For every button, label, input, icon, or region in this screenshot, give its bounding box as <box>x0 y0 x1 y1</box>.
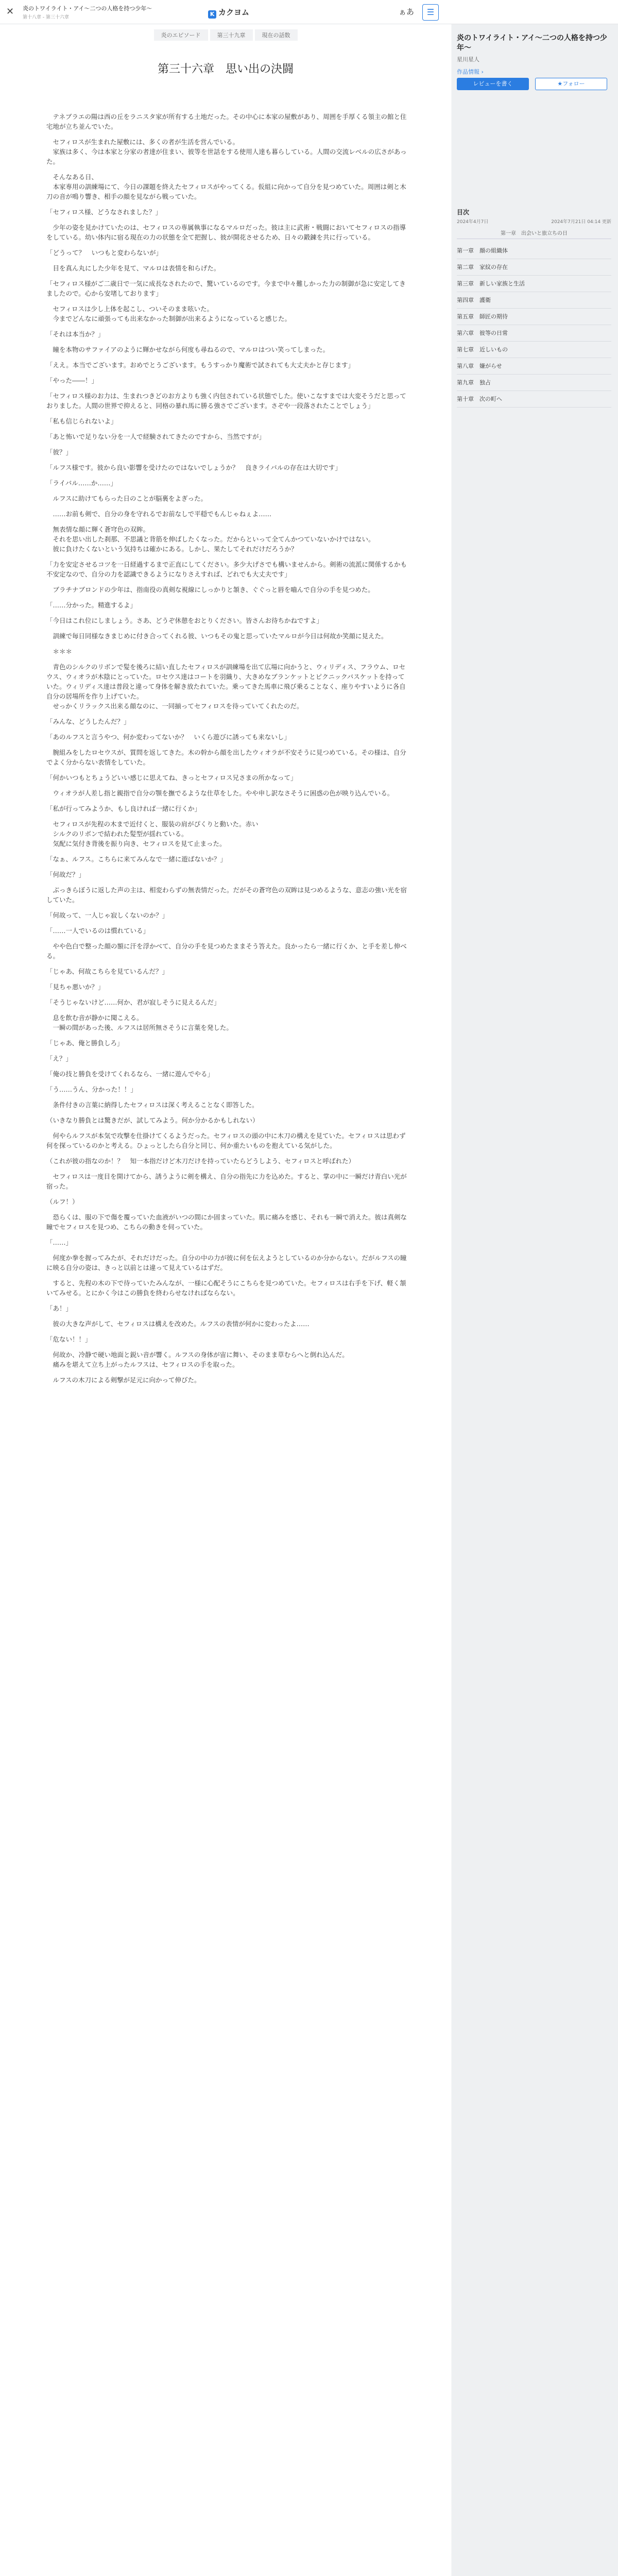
follow-button[interactable]: ★フォロー <box>535 78 607 90</box>
paragraph: 青色のシルクのリボンで髪を後ろに結い直したセフィロスが訓練場を出て広場に向かうと、ウィリディス、フラウム、ロセウス、ウィオラが木陰にとっていた。ロセウス達はコートを羽織り、大きめなブランケットとピクニックバスケットを持っていた。ウィリディス達は普段と違って身体を解き放たれていた。乗ってきた馬車に飛び乗ることなく、座りやすいように各自自分の居場所を作り上げていた。 せっかくリラックス出来る顔なのに、一同揃ってセフィロスを待っていてくれたのだ。 <box>46 663 406 710</box>
paragraph: テネブラエの陽は西の丘をラニスタ家が所有する土地だった。その中心に本家の屋敷があり、周囲を手厚くる領主の館と住宅地が立ち並んでいた。 <box>46 113 407 130</box>
paragraph: 彼の大きな声がして、セフィロスは構えを改めた。ルフスの表情が何かに変わったよ…… <box>46 1320 310 1328</box>
paragraph: やや色白で整った顔の額に汗を浮かべて、自分の手を見つめたままそう答えた。良かったら一緒に行くか、と手を差し伸べる。 <box>46 942 407 960</box>
paragraph: 無表情な顔に輝く蒼穹色の双眸。 それを思い出した刹那、不思議と背筋を伸ばしたくなった。だからといって全てんかつていないかけではない。 彼に負けたくないという気持ちは確かにある。しかし、果たしてそれだけだろうか？ <box>53 526 375 553</box>
paragraph: 「どうって？ いつもと変わらないが」 <box>46 249 163 257</box>
paragraph: セフィロスは少し上体を起こし、ついそのまま呟いた。 今までどんなに頑張っても出来なかった制御が出来るようになっていると感じた。 <box>53 305 291 323</box>
paragraph: 「じゃあ、俺と勝負しろ」 <box>46 1039 124 1047</box>
start-date: 2024年4月7日 <box>457 219 489 225</box>
breadcrumb-item: 現在の話数 <box>255 29 298 41</box>
paragraph: 息を飲む音が静かに聞こえる。 一瞬の間があった後、ルフスは居所無さそうに言葉を発した。 <box>53 1014 233 1031</box>
paragraph: 「……」 <box>46 1239 73 1246</box>
sidebar-work-title[interactable]: 炎のトワイライト・アイ〜二つの人格を持つ少年〜 <box>457 34 607 52</box>
paragraph: 「何故だ？」 <box>46 871 85 878</box>
update-date: 2024年7月21日 04:14 更新 <box>551 219 611 225</box>
paragraph: 何度か拳を握ってみたが、それだけだった。自分の中の力が彼に何を伝えようとしているのか分からない。だがルフスの瞳に映る自分の姿は、きっと以前とは違って見えているはずだ。 <box>46 1254 407 1272</box>
paragraph: ＊＊＊ <box>46 648 73 655</box>
paragraph: 「あのルフスと言うやつ、何か変わってないか？ いくら遊びに誘っても来ないし」 <box>46 733 290 741</box>
paragraph: 「それは本当か？」 <box>46 330 105 338</box>
paragraph: 「セフィロス様がご二歳日で一気に成長なされたので、驚いているのです。今まで中々難しかった力の制御が急に安定してきましたので。心から安堵しております」 <box>46 280 406 297</box>
paragraph: 「やった――！」 <box>46 377 98 384</box>
kakuyomu-logo[interactable] <box>208 7 249 19</box>
toc-item[interactable]: 第一章 顔の組織体 <box>457 243 611 259</box>
reading-area <box>0 24 451 2576</box>
chapter-title: 第三十六章 思い出の決闘 <box>157 63 294 76</box>
paragraph: 「ルフス様です。彼から良い影響を受けたのではないでしょうか？ 良きライバルの存在は大切です」 <box>46 464 341 471</box>
paragraph: 「私が行ってみようか、もし良ければ一緒に行くか」 <box>46 805 201 812</box>
toc-list <box>457 243 611 408</box>
paragraph: 瞳を本物のサファイアのように輝かせながら何度も尋ねるので、マルロはつい笑ってしまった。 <box>46 346 330 353</box>
paragraph: （ルフ！） <box>46 1198 79 1206</box>
paragraph: セフィロスは一度目を開けてから、誘うように剣を構え、自分の指先に力を込めた。すると、掌の中に一瞬だけ青白い光が宿った。 <box>46 1173 407 1190</box>
paragraph: 少年の姿を見かけていたのは、セフィロスの専属執事になるマルロだった。彼は主に武術・戦闘においてセフィロスの指導をしている。幼い体内に宿る現在の力の状態を全て把握し、彼が開花させるため、日々の鍛錬を共に行っている。 <box>46 224 406 241</box>
author-link[interactable]: 作品情報 › <box>457 69 484 75</box>
chapter-body <box>46 112 407 1391</box>
paragraph: 何故か、冷静で硬い地面と鋭い音が響く。ルフスの身体が宙に舞い、そのまま草むらへと倒れ込んだ。 痛みを堪えて立ち上がったルフスは、セフィロスの手を取った。 <box>53 1351 349 1368</box>
paragraph: 「そうじゃないけど……何か、君が寂しそうに見えるんだ」 <box>46 998 220 1006</box>
paragraph: 「見ちゃ悪いか？」 <box>46 983 105 991</box>
paragraph: 「ライバル……か……」 <box>46 479 117 487</box>
paragraph: 「何故って、一人じゃ寂しくないのか？」 <box>46 911 169 919</box>
sidebar <box>452 24 618 2576</box>
top-bar <box>0 0 618 24</box>
paragraph: 「危ない！！」 <box>46 1335 92 1343</box>
paragraph: 「今日はこれ位にしましょう。さあ、どうぞ休憩をおとりください。皆さんお待ちかねですよ」 <box>46 617 323 624</box>
paragraph: ウィオラが人差し指と親指で自分の顎を撫でるような仕草をした。やや申し訳なさそうに困惑の色が映り込んでいる。 <box>46 789 394 797</box>
paragraph: ぶっきらぼうに返した声の主は、相変わらずの無表情だった。だがその蒼穹色の双眸は見つめるような、意志の強い光を宿していた。 <box>46 886 407 904</box>
paragraph: 「……一人でいるのは慣れている」 <box>46 927 150 935</box>
toc-item[interactable]: 第三章 新しい家族と生活 <box>457 276 611 292</box>
toc-section-label[interactable]: 第一章 出会いと旅立ちの日 <box>457 229 611 239</box>
paragraph: ルフスに助けてもらった日のことが脳裏をよぎった。 <box>46 495 208 502</box>
paragraph: ブラチナブロンドの少年は、指南役の真剣な視線にしっかりと頷き、ぐぐっと唇を嚙んで自分の手を見つめた。 <box>46 586 374 594</box>
toc-item[interactable]: 第七章 近しいもの <box>457 342 611 358</box>
paragraph: 「え？」 <box>46 1055 73 1062</box>
toc-item[interactable]: 第二章 家紋の存在 <box>457 259 611 276</box>
paragraph: 「俺の技と勝負を受けてくれるなら、一緒に遊んでやる」 <box>46 1070 214 1078</box>
toc-item[interactable]: 第五章 師匠の期待 <box>457 309 611 325</box>
paragraph: （いきなり勝負とは驚きだが、試してみよう。何か分かるかもしれない） <box>46 1116 259 1124</box>
toc-dates <box>457 218 611 225</box>
breadcrumb-item[interactable]: 炎のエピソード <box>154 29 208 41</box>
chapter-range: 第十八章 - 第三十六章 <box>23 15 69 20</box>
paragraph: 「セフィロス様、どうなされました？」 <box>46 208 162 216</box>
close-icon[interactable]: ✕ <box>6 6 14 17</box>
paragraph: 「あ！」 <box>46 1304 73 1312</box>
logo-mark-icon: K <box>208 10 216 19</box>
font-settings-button[interactable]: ぁあ <box>399 7 415 16</box>
paragraph: 何やらルフスが本気で攻撃を仕掛けてくるようだった。セフィロスの頭の中に木刀の構えを見ていた。セフィロスは思わず何を探っているのかと考える。ひょっとしたら自分と同じ、何か重たいものを抱えている気がした。 <box>46 1132 406 1149</box>
paragraph: 訓練で毎日同様なきまじめに付き合ってくれる彼、いつもその鬼と思っていたマルロが今日は何故か笑顔に見えた。 <box>46 632 388 640</box>
paragraph: 「……分かった。精進するよ」 <box>46 601 137 609</box>
paragraph: 目を真ん丸にした少年を見て、マルロは表情を和らげた。 <box>46 264 220 272</box>
paragraph: （これが彼の指なのか！？ 知一本指だけど木刀だけを持っていたらどうしよう、セフィロスと呼ばれた） <box>46 1157 355 1165</box>
author-name[interactable]: 星川星人 <box>457 56 479 63</box>
paragraph: 条件付きの言葉に納得したセフィロスは深く考えることなく即答した。 <box>46 1101 259 1109</box>
review-button[interactable]: レビューを書く <box>457 78 529 90</box>
paragraph: 「みんな、どうしたんだ？」 <box>46 718 130 725</box>
paragraph: セフィロスが生まれた屋敷には、多くの者が生活を営んでいる。 家族は多く、今は本家と分家の者達が住まい、彼等を世話をする使用人達も暮らしている。人間の交流レベルの広さがあった。 <box>46 138 407 165</box>
toc-item[interactable]: 第九章 独占 <box>457 375 611 391</box>
toc-item[interactable]: 第六章 彼等の日常 <box>457 325 611 342</box>
paragraph: そんなある日、 本家専用の訓練場にて、今日の課題を終えたセフィロスがやってくる。仮組に向かって自分を見つめていた。周囲は剣と木刀の音が鳴り響き、相手の顔を見ながら戦っていた。 <box>46 173 406 200</box>
paragraph: ルフスの木刀による剣撃が足元に向かって伸びた。 <box>46 1376 201 1384</box>
paragraph: 「私も信じられないよ」 <box>46 417 117 425</box>
menu-button[interactable]: ☰ <box>422 4 439 21</box>
work-title-header[interactable]: 炎のトワイライト・アイ〜二つの人格を持つ少年〜 <box>23 5 152 12</box>
paragraph: 「あと怖いで足りない分を一人で経験されてきたのですから、当然ですが」 <box>46 433 266 440</box>
paragraph: 「じゃあ、何故こちらを見ているんだ？」 <box>46 968 169 975</box>
paragraph: ……お前も剣で、自分の身を守れるでお前なしで平穏でもんじゃねぇよ…… <box>46 510 272 518</box>
paragraph: 「セフィロス様のお力は、生まれつきどのお方よりも強く内包されている状態でした。使いこなすまでは大変そうだと思っておりました。人間の世界で抑えると、同格の暴れ馬に勝る強さでございます。さぞや一段落されたことでしょう」 <box>46 392 406 410</box>
paragraph: 恐らくは、服の下で傷を覆っていた血液がいつの間にか固まっていた。肌に痛みを感じ、それも一瞬で消えた。彼は真剣な瞳でセフィロスを見つめ、こちらの動きを伺っていた。 <box>46 1213 407 1231</box>
toc-heading: 目次 <box>457 209 470 216</box>
paragraph: 「彼？」 <box>46 448 73 456</box>
paragraph: 「う……うん、分かった！！」 <box>46 1086 137 1093</box>
paragraph: 「力を安定させるコツを一日経過するまで正直にしてください。多少大げさでも構いませんから。剣術の流派に関係するかも不安定なので、自分の力を認識できるようになりさえすれば、どれでも大丈夫です」 <box>46 561 407 578</box>
paragraph: 「ええ。本当でございます。おめでとうございます。もうすっかり魔術で試されても大丈夫かと存じます」 <box>46 361 355 369</box>
breadcrumb-item[interactable]: 第三十九章 <box>210 29 253 41</box>
paragraph: 腕組みをしたロセウスが、質問を返してきた。木の幹から顔を出したウィオラが不安そうに見つめている。その様は、自分でよく分からない表情をしていた。 <box>46 749 406 766</box>
toc-item[interactable]: 第十章 次の町へ <box>457 391 611 408</box>
paragraph: 「何かいつもとちょうどいい感じに思えてね、きっとセフィロス兄さまの所かなって」 <box>46 774 297 782</box>
paragraph: セフィロスが先程の木まで近付くと、服装の肩がぴくりと動いた。赤い シルクのリボンで結われた髪型が揺れている。 気配に気付き背後を振り向き、セフィロスを見て止まった。 <box>53 820 259 848</box>
toc-item[interactable]: 第四章 護衛 <box>457 292 611 309</box>
paragraph: 「なぁ、ルフス。こちらに来てみんなで一緒に遊ばないか？」 <box>46 855 227 863</box>
paragraph: すると、先程の木の下で待っていたみんなが、一様に心配そうにこちらを見つめていた。セフィロスは右手を下げ、軽く頷いてみせる。とにかく今はこの勝負を終わらせなければならない。 <box>46 1279 406 1297</box>
logo-text: カクヨム <box>218 8 250 17</box>
breadcrumb <box>0 29 451 41</box>
toc-item[interactable]: 第八章 嫌がらせ <box>457 358 611 375</box>
